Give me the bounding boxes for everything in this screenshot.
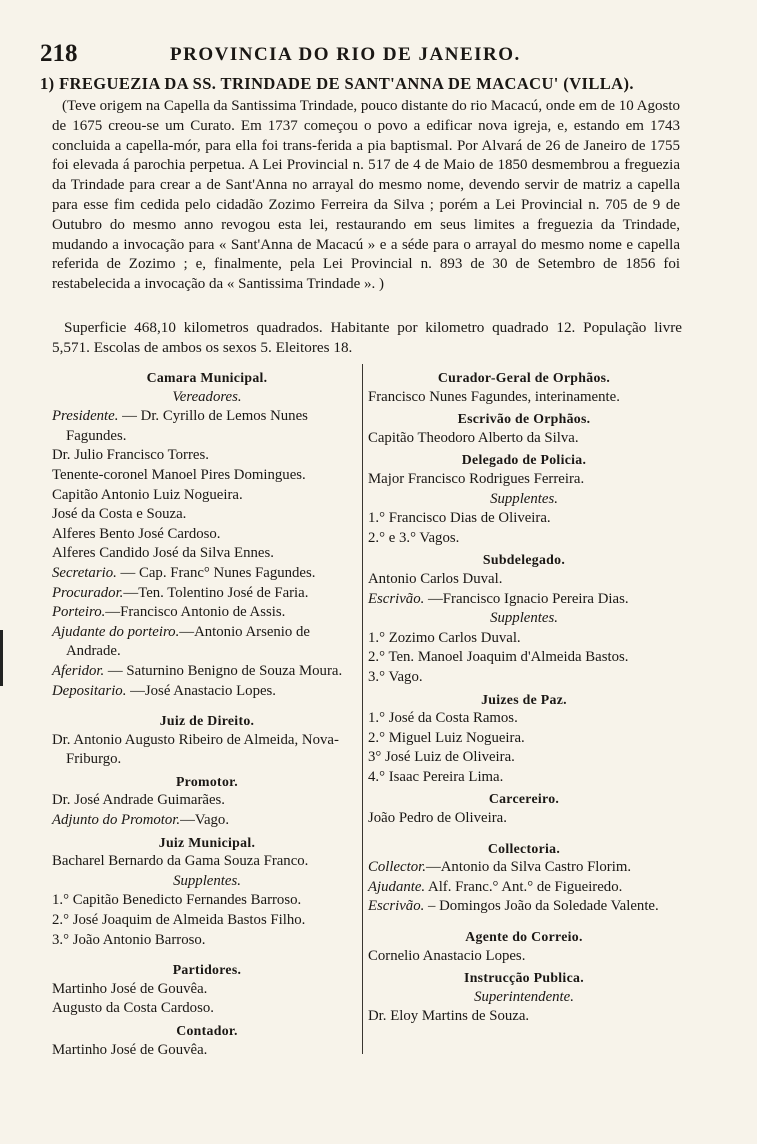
list-item: Capitão Antonio Luiz Nogueira. [52,486,243,503]
section-title: Juizes de Paz. [481,691,567,707]
list-item [52,623,362,662]
role-label: Procurador. [52,584,124,601]
list-item: Augusto da Costa Cardoso. [52,1000,214,1017]
list-item: Antonio Carlos Duval. [368,570,503,587]
list-item [52,603,362,623]
section-title: Escrivão de Orphãos. [457,411,591,427]
role-label: Escrivão. [368,898,425,915]
section-title: Agente do Correio. [465,929,583,945]
page-header [40,40,720,66]
person-name: —Vago. [180,812,230,829]
list-item: Cornelio Anastacio Lopes. [368,947,526,964]
list-item: 1.° Zozimo Carlos Duval. [368,629,521,646]
person-name: Alf. Franc.° Ant.° de Figueiredo. [425,878,623,895]
subsection-title: Supplentes. [173,872,241,889]
role-label: Secretario. [52,564,117,581]
page-number: 218 [40,40,78,67]
list-item: Francisco Nunes Fagundes, interinamente. [368,388,620,405]
section-title: Collectoria. [487,840,561,856]
section-title: Promotor. [175,773,239,789]
list-item: Dr. Antonio Augusto Ribeiro de Almeida, Nova-Friburgo. [52,731,339,768]
person-name: — Cap. Franc° Nunes Fagundes. [116,564,316,581]
person-name: —Antonio da Silva Castro Florim. [425,859,632,876]
section-title: Contador. [176,1023,238,1038]
list-item: Alferes Candido José da Silva Ennes. [52,545,274,562]
list-item: Dr. Eloy Martins de Souza. [368,1008,530,1025]
section-title: Juiz Municipal. [158,834,256,850]
person-name: —Ten. Tolentino José de Faria. [123,584,309,601]
section-title: Subdelegado. [482,552,566,568]
subsection-title: Supplentes. [490,610,558,627]
list-item: 2.° Miguel Luiz Nogueira. [368,729,525,746]
margin-mark [0,630,3,686]
list-item: Major Francisco Rodrigues Ferreira. [368,470,585,487]
section-title: Instrucção Publica. [464,970,584,986]
list-item: 2.° e 3.° Vagos. [368,529,460,546]
subsection-title: Superintendente. [474,988,574,1005]
person-name: —José Anastacio Lopes. [126,682,276,699]
list-item: Tenente-coronel Manoel Pires Domingues. [52,466,306,483]
list-item: Capitão Theodoro Alberto da Silva. [368,429,579,446]
list-item: João Pedro de Oliveira. [368,810,507,827]
section-title: Curador-Geral de Orphãos. [437,370,611,385]
left-column [52,366,362,1060]
role-label: Ajudante do porteiro. [52,623,180,640]
role-label: Ajudante. [368,878,426,895]
role-label: Escrivão. [368,590,425,607]
role-label: Adjunto do Promotor. [52,812,181,829]
person-name: – Domingos João da Soledade Valente. [424,898,659,915]
role-label: Collector. [368,859,426,876]
list-item [52,407,362,446]
history-paragraph: (Teve origem na Capella da Santissima Trindade, pouco distante do rio Macacú, onde em de 10 Agosto de 1675 creou-se um Curato. Em 1737 começou o povo a edificar nova igreja, e, estando em 1743 concluida a capella-mór, para ella foi trans-ferida a pia baptismal. Por Alvará de 26 de Janeiro de 1755 foi elevada á parochia perpetua. A Lei Provincial n. 517 de 4 de Maio de 1850 desmembrou a freguezia da Trindade para crear a de Sant'Anna no arrayal do mesmo nome, devendo servir de matriz a capella para esse fim cedida pelo cidadão Zozimo Ferreira da Silva ; porém a Lei Provincial n. 705 de 9 de Outubro do mesmo anno revogou esta lei, restaurando em seus limites a freguezia da Trindade, mudando a invocação para « Sant'Anna de Macacú » e a séde para o arrayal do mesmo nome e capella referida de Zozimo ; e, finalmente, pela Lei Provincial n. 893 de 30 de Setembro de 1856 foi restabelecida a invocação da « Santissima Trindade ». ) [52,98,680,293]
statistics-paragraph: Superficie 468,10 kilometros quadrados. Habitante por kilometro quadrado 12. População livre 5,571. Escolas de ambos os sexos 5. Eleitores 18. [52,319,682,356]
role-label: Porteiro. [52,604,106,621]
list-item: 4.° Isaac Pereira Lima. [368,768,504,785]
list-item [368,858,680,878]
list-item: 2.° Ten. Manoel Joaquim d'Almeida Bastos. [368,649,629,666]
list-item: 3.° Vago. [368,668,423,685]
right-column [368,366,680,1027]
list-item [52,682,362,702]
list-item: 2.° José Joaquim de Almeida Bastos Filho. [52,912,306,929]
list-item [52,662,362,682]
section-title: Carcereiro. [488,791,560,807]
list-item: Alferes Bento José Cardoso. [52,525,221,542]
list-item: Martinho José de Gouvêa. [52,1041,208,1058]
running-title: PROVINCIA DO RIO DE JANEIRO. [170,44,521,65]
list-item: Martinho José de Gouvêa. [52,980,208,997]
list-item: Dr. José Andrade Guimarães. [52,792,225,809]
section-title: Partidores. [172,962,242,978]
column-divider [362,364,363,1054]
list-item: Dr. Julio Francisco Torres. [52,447,209,464]
section-title: Camara Municipal. [146,370,268,385]
list-item: 3.° João Antonio Barroso. [52,931,206,948]
list-item: 1.° José da Costa Ramos. [368,710,518,727]
person-name: — Dr. Cyrillo de Lemos Nunes Fagundes. [66,408,308,444]
list-item [368,897,680,917]
subsection-title: Vereadores. [172,388,242,405]
freguezia-heading: 1) FREGUEZIA DA SS. TRINDADE DE SANT'ANNA DE MACACU' (VILLA). [40,74,634,93]
list-item: 1.° Capitão Benedicto Fernandes Barroso. [52,892,302,909]
list-item: 1.° Francisco Dias de Oliveira. [368,510,551,527]
list-item [368,590,680,610]
list-item: 3° José Luiz de Oliveira. [368,749,515,766]
person-name: —Antonio Arsenio de Andrade. [66,623,310,660]
role-label: Presidente. [52,408,119,425]
list-item [52,811,362,831]
person-name: — Saturnino Benigno de Souza Moura. [104,662,343,679]
list-item [368,878,680,898]
list-item: Bacharel Bernardo da Gama Souza Franco. [52,853,309,870]
subsection-title: Supplentes. [490,490,558,507]
person-name: —Francisco Ignacio Pereira Dias. [424,590,629,607]
section-title: Juiz de Direito. [159,713,255,729]
list-item [52,584,362,604]
list-item: José da Costa e Souza. [52,506,187,523]
list-item [52,564,362,584]
role-label: Depositario. [52,682,127,699]
person-name: —Francisco Antonio de Assis. [105,604,286,621]
role-label: Aferidor. [52,662,105,679]
section-title: Delegado de Policia. [461,452,587,468]
